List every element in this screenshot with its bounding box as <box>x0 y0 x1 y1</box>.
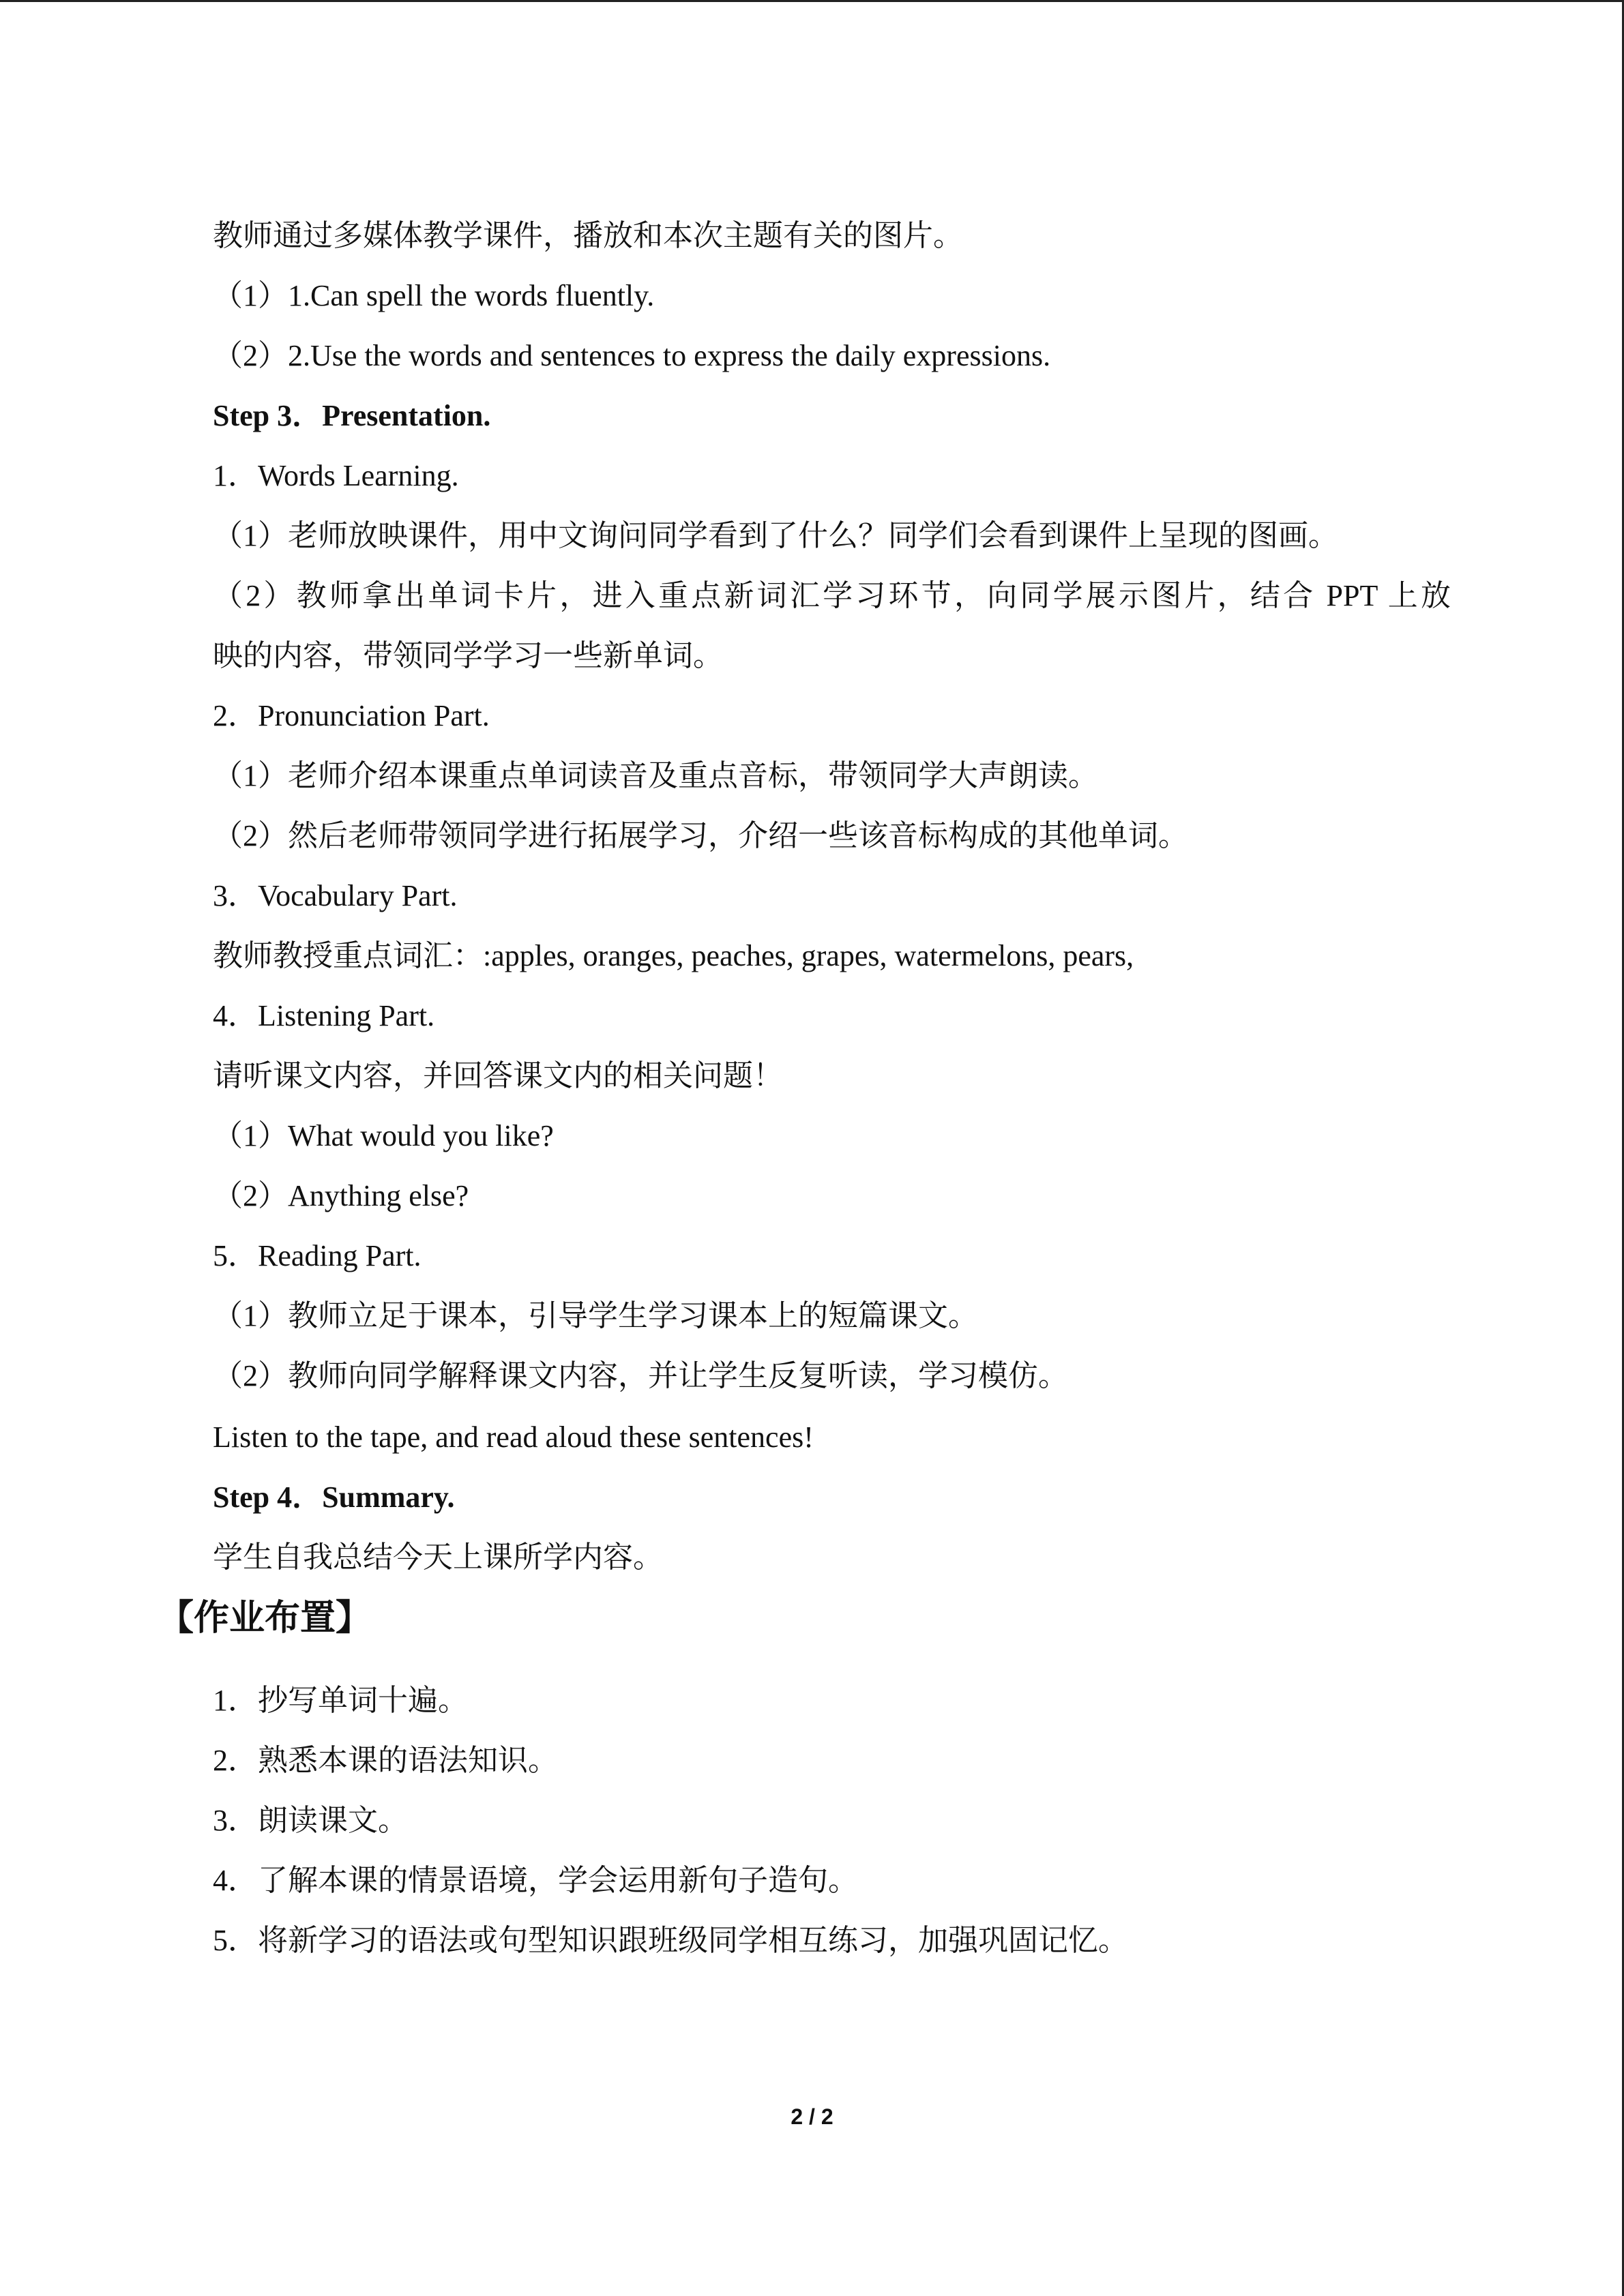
homework-item: 2．熟悉本课的语法知识。 <box>213 1744 558 1777</box>
vocabulary-words: 教师教授重点词汇：:apples, oranges, peaches, grapes, watermelons, pears, <box>213 939 1134 972</box>
vocabulary-title: 3．Vocabulary Part. <box>213 879 458 912</box>
reading-item-2: （2）教师向同学解释课文内容，并让学生反复听读，学习模仿。 <box>213 1359 1068 1392</box>
listening-title: 4．Listening Part. <box>213 999 435 1032</box>
words-learning-item-2-continued: 映的内容，带领同学学习一些新单词。 <box>213 639 723 672</box>
homework-item: 5．将新学习的语法或句型知识跟班级同学相互练习，加强巩固记忆。 <box>213 1924 1128 1957</box>
homework-item: 4．了解本课的情景语境，学会运用新句子造句。 <box>213 1864 858 1897</box>
pronunciation-title: 2．Pronunciation Part. <box>213 699 490 732</box>
words-learning-item-2: （2）教师拿出单词卡片，进入重点新词汇学习环节，向同学展示图片，结合 PPT 上放 <box>213 579 1451 612</box>
page-top-border <box>0 0 1624 2</box>
words-learning-item-1: （1）老师放映课件，用中文询问同学看到了什么？同学们会看到课件上呈现的图画。 <box>213 519 1338 552</box>
page-number: 2 / 2 <box>791 2104 833 2129</box>
homework-item: 3．朗读课文。 <box>213 1804 408 1837</box>
pronunciation-item-2: （2）然后老师带领同学进行拓展学习，介绍一些该音标构成的其他单词。 <box>213 819 1188 852</box>
homework-item: 1．抄写单词十遍。 <box>213 1684 468 1717</box>
objective-1: （1）1.Can spell the words fluently. <box>213 279 655 312</box>
pronunciation-item-1: （1）老师介绍本课重点单词读音及重点音标，带领同学大声朗读。 <box>213 759 1098 792</box>
intro-line: 教师通过多媒体教学课件，播放和本次主题有关的图片。 <box>213 219 963 252</box>
objective-2: （2）2.Use the words and sentences to express the daily expressions. <box>213 339 1051 372</box>
words-learning-title: 1．Words Learning. <box>213 459 459 492</box>
step-4-heading: Step 4．Summary. <box>213 1480 455 1514</box>
reading-item-1: （1）教师立足于课本，引导学生学习课本上的短篇课文。 <box>213 1299 978 1332</box>
homework-heading: 【作业布置】 <box>158 1598 372 1639</box>
listening-question-1: （1）What would you like? <box>213 1119 554 1152</box>
listening-instruction: 请听课文内容，并回答课文内的相关问题！ <box>213 1059 783 1092</box>
summary-line: 学生自我总结今天上课所学内容。 <box>213 1540 663 1574</box>
reading-title: 5．Reading Part. <box>213 1239 422 1272</box>
reading-instruction: Listen to the tape, and read aloud these sentences! <box>213 1420 814 1454</box>
step-3-heading: Step 3．Presentation. <box>213 399 491 432</box>
listening-question-2: （2）Anything else? <box>213 1179 469 1212</box>
